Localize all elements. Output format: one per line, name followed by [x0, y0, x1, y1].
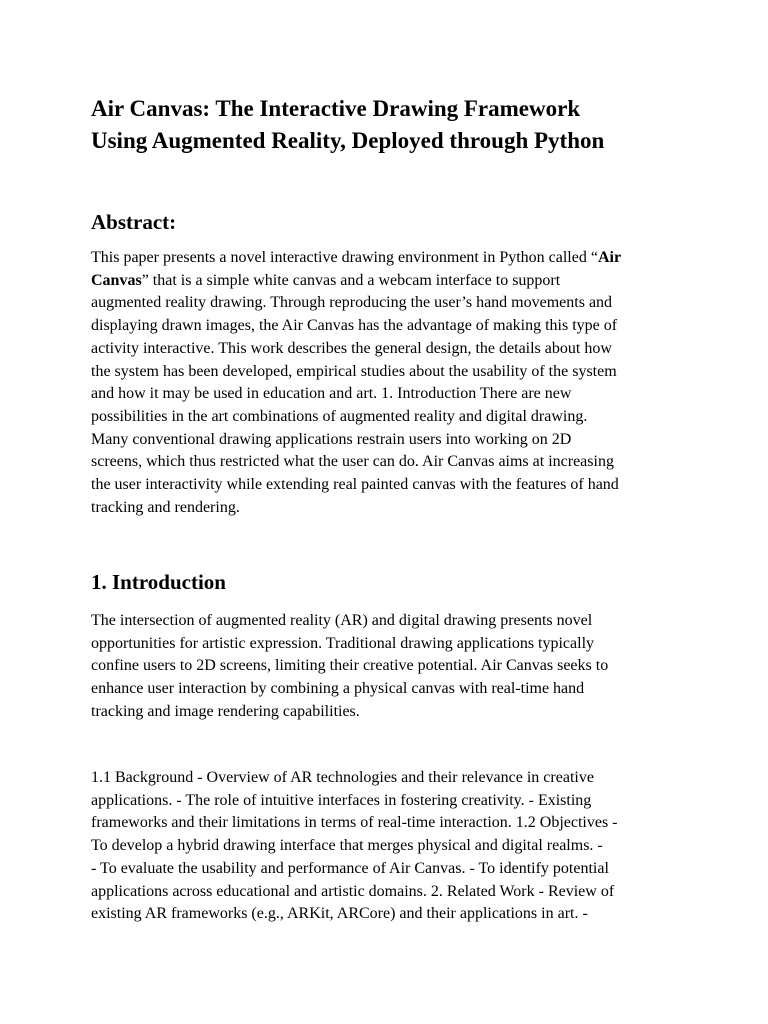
abstract-line: displaying drawn images, the Air Canvas has the advantage of making this type of [91, 317, 618, 335]
abstract-heading: Abstract: [91, 210, 177, 234]
abstract-text: ” that is a simple white canvas and a webcam interface to support [141, 271, 561, 289]
abstract-bold-term: Canvas [91, 271, 142, 289]
background-line: frameworks and their limitations in terms of real-time interaction. 1.2 Objectives - [91, 814, 618, 832]
abstract-line: augmented reality drawing. Through reproducing the user’s hand movements and [91, 294, 613, 312]
abstract-line [91, 247, 621, 270]
background-paragraph [91, 767, 618, 926]
abstract-line: and how it may be used in education and art. 1. Introduction There are new [91, 385, 572, 403]
abstract-line: the user interactivity while extending real painted canvas with the features of hand [91, 476, 619, 494]
background-line: existing AR frameworks (e.g., ARKit, ARCore) and their applications in art. - [91, 905, 588, 923]
introduction-line: tracking and image rendering capabilities. [91, 702, 360, 720]
abstract-line: the system has been developed, empirical studies about the usability of the system [91, 362, 617, 380]
background-line: - To evaluate the usability and performance of Air Canvas. - To identify potential [91, 859, 609, 877]
introduction-paragraph [91, 610, 608, 724]
paper-title [91, 93, 691, 157]
background-line: applications. - The role of intuitive interfaces in fostering creativity. - Existing [91, 791, 592, 809]
abstract-line: tracking and rendering. [91, 498, 240, 516]
background-line: To develop a hybrid drawing interface that merges physical and digital realms. - [91, 837, 603, 855]
background-line: 1.1 Background - Overview of AR technologies and their relevance in creative [91, 769, 594, 786]
introduction-line: opportunities for artistic expression. Traditional drawing applications typically [91, 634, 595, 652]
introduction-heading: 1. Introduction [91, 570, 226, 594]
abstract-paragraph [91, 247, 621, 519]
background-line: applications across educational and artistic domains. 2. Related Work - Review of [91, 882, 615, 900]
introduction-line: enhance user interaction by combining a physical canvas with real-time hand [91, 680, 585, 698]
introduction-line: The intersection of augmented reality (AR) and digital drawing presents novel [91, 612, 593, 629]
abstract-line: possibilities in the art combinations of augmented reality and digital drawing. [91, 407, 588, 425]
introduction-line: confine users to 2D screens, limiting their creative potential. Air Canvas seeks to [91, 657, 609, 675]
abstract-bold-term: Air [597, 249, 622, 266]
abstract-line: screens, which thus restricted what the user can do. Air Canvas aims at increasing [91, 453, 614, 471]
abstract-line: activity interactive. This work describes the general design, the details about how [91, 339, 612, 357]
title-line: Air Canvas: The Interactive Drawing Framework [91, 96, 581, 121]
abstract-line [91, 270, 621, 293]
title-line: Using Augmented Reality, Deployed through Python [91, 128, 605, 153]
abstract-line: Many conventional drawing applications restrain users into working on 2D [91, 430, 572, 448]
abstract-text: This paper presents a novel interactive drawing environment in Python called “ [91, 249, 598, 266]
